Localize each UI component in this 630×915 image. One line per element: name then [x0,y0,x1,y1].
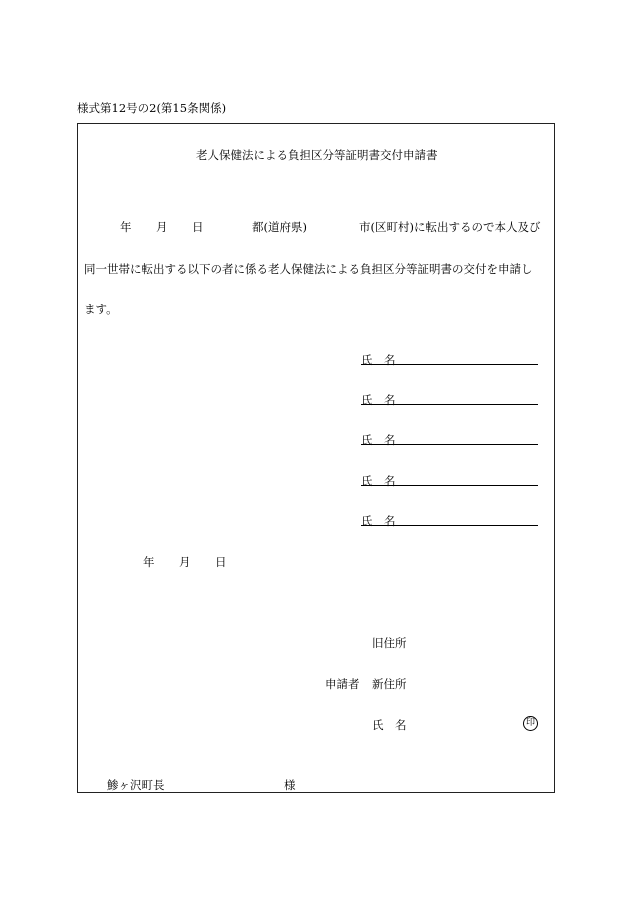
prefecture-label: 都(道府県) [252,220,307,234]
person-name-label-3: 氏 名 [361,433,396,447]
mayor-label: 鯵ヶ沢町長 [107,778,165,792]
date-day-2: 日 [215,555,227,569]
person-name-label-4: 氏 名 [361,474,396,488]
person-name-field-5[interactable] [361,511,538,526]
person-name-label-2: 氏 名 [361,393,396,407]
person-name-field-2[interactable] [361,390,538,405]
form-number: 様式第12号の2(第15条関係) [77,101,227,115]
date-day-1: 日 [192,220,204,234]
person-name-field-1[interactable] [361,350,538,365]
city-label: 市(区町村)に転出するので本人及び [359,220,541,234]
body-line-2: 同一世帯に転出する以下の者に係る老人保健法による負担区分等証明書の交付を申請し [84,262,533,276]
person-name-label-1: 氏 名 [361,353,396,367]
seal-mark: 印 [523,716,538,731]
old-address-label: 旧住所 [372,636,407,650]
date-year-2: 年 [143,555,155,569]
date-month-1: 月 [156,220,168,234]
new-address-label: 新住所 [372,677,407,691]
applicant-label: 申請者 [325,677,360,691]
person-name-label-5: 氏 名 [361,514,396,528]
date-year-1: 年 [120,220,132,234]
form-title: 老人保健法による負担区分等証明書交付申請書 [196,148,438,162]
person-name-field-3[interactable] [361,430,538,445]
applicant-name-label: 氏 名 [372,718,407,732]
honorific-label: 様 [284,778,296,792]
date-month-2: 月 [179,555,191,569]
body-line-3: ます。 [84,302,118,316]
person-name-field-4[interactable] [361,471,538,486]
